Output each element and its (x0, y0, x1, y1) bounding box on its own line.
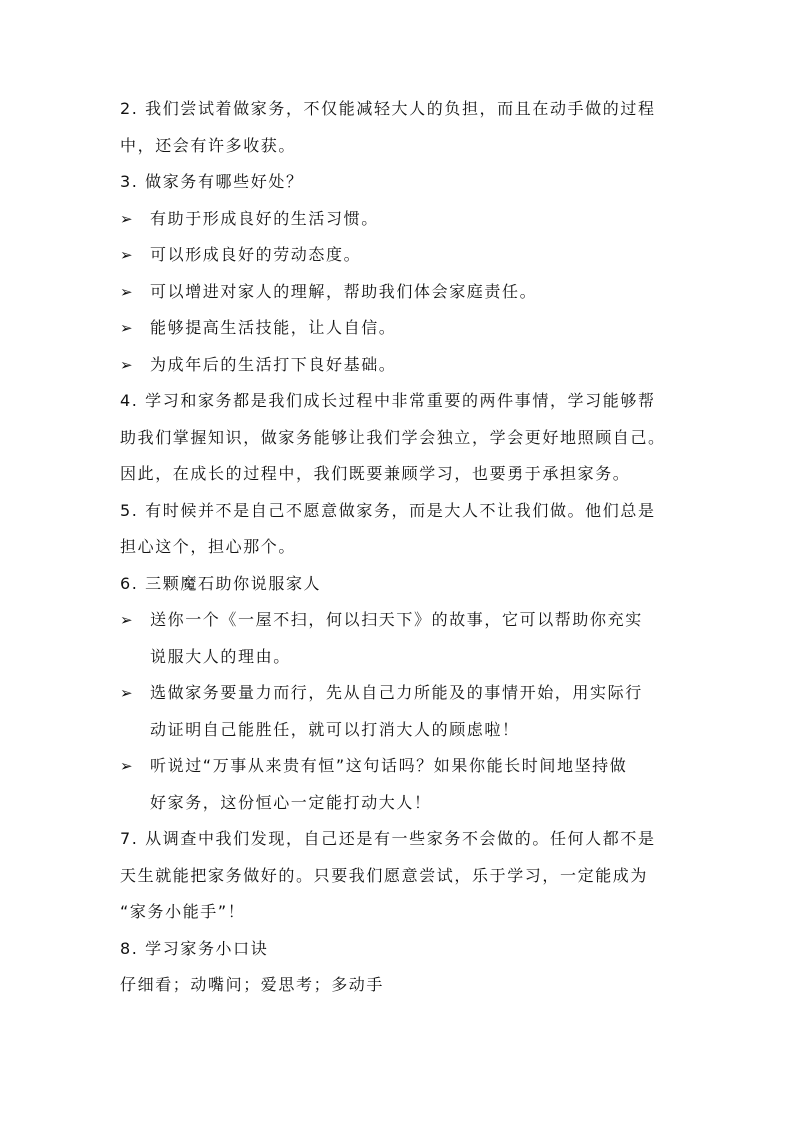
arrow-bullet-icon: ➢ (120, 246, 133, 264)
bullet-text: 可以增进对家人的理解，帮助我们体会家庭责任。 (150, 281, 538, 301)
bullet-text: 为成年后的生活打下良好基础。 (150, 354, 397, 374)
section-heading: 3. 做家务有哪些好处？ (120, 172, 304, 191)
bullet-continuation: 好家务，这份恒心一定能打动大人！ (150, 792, 432, 812)
bullet-continuation: 动证明自己能胜任，就可以打消大人的顾虑啦！ (150, 719, 520, 739)
paragraph-line: 担心这个，担心那个。 (120, 537, 297, 556)
paragraph-line: 中，还会有许多收获。 (120, 135, 297, 155)
bullet-continuation: 说服大人的理由。 (150, 646, 291, 666)
bullet-item (120, 675, 680, 712)
arrow-bullet-icon: ➢ (120, 209, 133, 228)
bullet-text: 有助于形成良好的生活习惯。 (150, 208, 379, 228)
arrow-bullet-icon: ➢ (120, 282, 133, 301)
arrow-bullet-icon: ➢ (120, 684, 133, 702)
arrow-bullet-icon: ➢ (120, 355, 133, 374)
bullet-item (120, 748, 680, 785)
bullet-item (120, 347, 680, 384)
bullet-text: 选做家务要量力而行，先从自己力所能及的事情开始，用实际行 (150, 683, 643, 702)
bullet-text: 可以形成良好的劳动态度。 (150, 245, 362, 264)
bullet-text: 送你一个《一屋不扫，何以扫天下》的故事，它可以帮助你充实 (150, 610, 643, 629)
paragraph-line: 7. 从调查中我们发现，自己还是有一些家务不会做的。任何人都不是 (120, 829, 656, 848)
bullet-item (120, 274, 680, 311)
bullet-text: 听说过“万事从来贵有恒”这句话吗？如果你能长时间地坚持做 (150, 756, 628, 775)
arrow-bullet-icon: ➢ (120, 611, 133, 629)
bullet-item (120, 602, 680, 639)
arrow-bullet-icon: ➢ (120, 757, 133, 775)
paragraph-line: 4. 学习和家务都是我们成长过程中非常重要的两件事情，学习能够帮 (120, 391, 656, 410)
bullet-item (120, 237, 680, 274)
arrow-bullet-icon: ➢ (120, 319, 133, 337)
paragraph-line: “家务小能手”！ (120, 902, 246, 921)
paragraph-line: 因此，在成长的过程中，我们既要兼顾学习，也要勇于承担家务。 (120, 464, 631, 483)
bullet-text: 能够提高生活技能，让人自信。 (150, 318, 397, 337)
bullet-item (120, 201, 680, 238)
document-body (120, 91, 680, 1004)
paragraph-line: 助我们掌握知识，做家务能够让我们学会独立，学会更好地照顾自己。 (120, 427, 666, 447)
paragraph-line: 2. 我们尝试着做家务，不仅能减轻大人的负担，而且在动手做的过程 (120, 99, 656, 118)
paragraph-line: 天生就能把家务做好的。只要我们愿意尝试，乐于学习，一定能成为 (120, 865, 649, 885)
bullet-item (120, 310, 680, 347)
section-heading: 8. 学习家务小口诀 (120, 938, 269, 958)
mnemonic-line: 仔细看；动嘴问；爱思考；多动手 (120, 975, 385, 994)
section-heading: 6. 三颗魔石助你说服家人 (120, 573, 322, 593)
paragraph-line: 5. 有时候并不是自己不愿意做家务，而是大人不让我们做。他们总是 (120, 500, 656, 520)
